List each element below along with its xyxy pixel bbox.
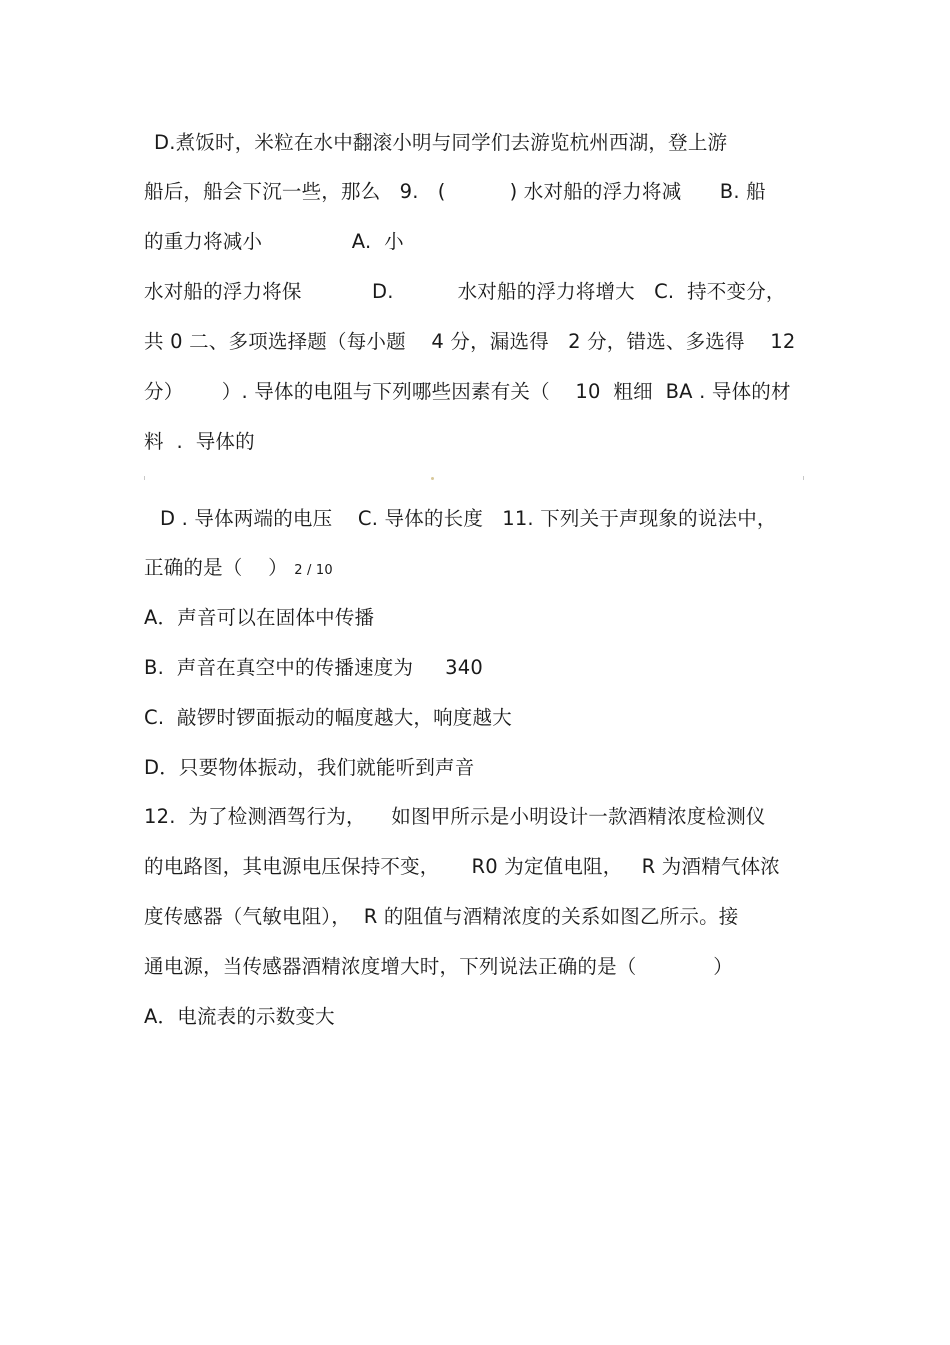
text-line-1: D.煮饭时，米粒在水中翻滚小明与同学们去游览杭州西湖，登上游 bbox=[154, 131, 728, 154]
text-line-9 bbox=[144, 555, 333, 584]
text-line-17: 通电源，当传感器酒精浓度增大时，下列说法正确的是（ ） bbox=[144, 955, 733, 978]
text-line-15: 的电路图，其电源电压保持不变， R0 为定值电阻， R 为酒精气体浓 bbox=[144, 855, 780, 878]
text-line-4: 水对船的浮力将保 D. 水对船的浮力将增大 C. 持不变分， bbox=[144, 280, 786, 303]
text-line-16: 度传感器（气敏电阻）， R 的阻值与酒精浓度的关系如图乙所示。接 bbox=[144, 905, 739, 928]
text-line-7: 料 . 导体的 bbox=[144, 430, 255, 453]
text-line-11: B. 声音在真空中的传播速度为 340 bbox=[144, 656, 483, 679]
text-line-12: C. 敲锣时锣面振动的幅度越大，响度越大 bbox=[144, 706, 512, 729]
divider-center-dot bbox=[431, 477, 434, 480]
text-line-3: 的重力将减小 A. 小 bbox=[144, 230, 404, 253]
divider-right-tick bbox=[803, 476, 804, 480]
text-line-8: D . 导体两端的电压 C. 导体的长度 11. 下列关于声现象的说法中， bbox=[160, 507, 777, 530]
text-line-14: 12. 为了检测酒驾行为， 如图甲所示是小明设计一款酒精浓度检测仪 bbox=[144, 805, 766, 828]
text-line-2: 船后，船会下沉一些，那么 9. ( ) 水对船的浮力将减 B. 船 bbox=[144, 180, 766, 203]
page-break-divider bbox=[144, 476, 804, 480]
text-line-9-main: 正确的是（ ） bbox=[144, 556, 288, 579]
divider-left-tick bbox=[144, 476, 145, 480]
text-line-6: 分） ）. 导体的电阻与下列哪些因素有关（ 10 粗细 BA . 导体的材 bbox=[144, 380, 791, 403]
text-line-5: 共 0 二、多项选择题（每小题 4 分，漏选得 2 分，错选、多选得 12 bbox=[144, 330, 796, 353]
text-line-10: A．声音可以在固体中传播 bbox=[144, 606, 375, 629]
text-line-13: D．只要物体振动，我们就能听到声音 bbox=[144, 756, 475, 779]
text-line-18: A．电流表的示数变大 bbox=[144, 1005, 335, 1028]
page-number: 2 / 10 bbox=[294, 563, 333, 578]
